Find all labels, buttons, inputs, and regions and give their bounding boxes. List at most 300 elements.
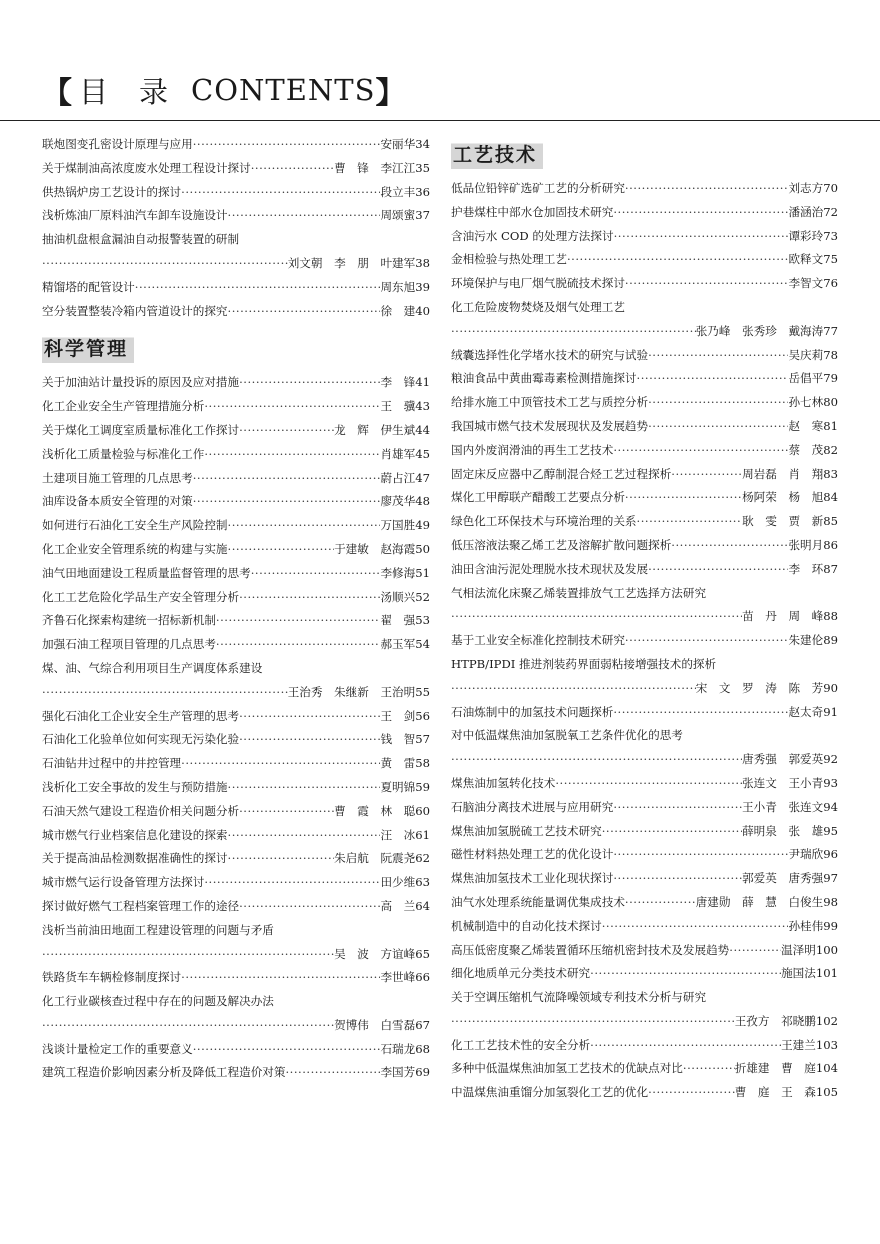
leader-dots: [637, 510, 743, 534]
entry-page: 81: [823, 418, 838, 433]
leader-dots: [239, 895, 380, 919]
toc-entry[interactable]: [42, 609, 430, 633]
toc-entry-line: [42, 204, 430, 228]
leader-dots: [637, 367, 789, 391]
leader-dots: [251, 157, 334, 181]
toc-entry[interactable]: [42, 966, 430, 990]
toc-entry-line: [42, 800, 430, 824]
leader-dots: [451, 320, 696, 344]
entry-title: 如何进行石油化工安全生产风险控制: [42, 518, 228, 533]
toc-entry-line: [451, 177, 838, 201]
leader-dots: [239, 586, 380, 610]
entry-author: 王小青 张连文: [742, 799, 824, 814]
toc-entry[interactable]: [451, 986, 838, 1034]
toc-entry[interactable]: [451, 391, 838, 415]
toc-entry-line: [451, 962, 838, 986]
toc-entry-line: [42, 824, 430, 848]
entry-author: 曹 霞 林 聪: [334, 803, 416, 818]
toc-entry[interactable]: [451, 1034, 838, 1058]
entry-page: 77: [823, 323, 838, 338]
entry-page: 48: [415, 494, 430, 509]
toc-entry[interactable]: [451, 915, 838, 939]
entry-author: 朱启航 阮震尧: [334, 851, 416, 866]
entry-page: 100: [815, 942, 838, 957]
toc-entry[interactable]: [451, 582, 838, 630]
leader-dots: [648, 415, 788, 439]
entry-page: 103: [815, 1037, 838, 1052]
toc-entry[interactable]: [42, 824, 430, 848]
entry-title: 油气水处理系统能量调优集成技术: [451, 894, 625, 909]
toc-entry-line: [451, 1057, 838, 1081]
entry-title: 石油天然气建设工程造价相关问题分析: [42, 803, 240, 818]
toc-entry-line: [42, 562, 430, 586]
entry-author: 潘涵治: [788, 204, 824, 219]
toc-entry-author-line: [451, 1010, 838, 1034]
leader-dots: [135, 276, 381, 300]
header-title-cn: 目 录: [79, 74, 170, 109]
entry-author: 苗 丹 周 峰: [742, 609, 824, 624]
entry-page: 78: [823, 347, 838, 362]
entry-title: 石油化工化验单位如何实现无污染化验: [42, 732, 240, 747]
toc-entry[interactable]: [42, 419, 430, 443]
leader-dots: [625, 486, 742, 510]
toc-entry[interactable]: [451, 344, 838, 368]
entry-author: 李 锋: [380, 375, 416, 390]
toc-entry[interactable]: [42, 800, 430, 824]
entry-author: 夏明锦: [380, 779, 416, 794]
leader-dots: [42, 252, 288, 276]
toc-entry[interactable]: [451, 510, 838, 534]
toc-entry[interactable]: [451, 820, 838, 844]
entry-page: 82: [823, 442, 838, 457]
leader-dots: [251, 562, 381, 586]
entry-author: 吴庆莉: [788, 347, 824, 362]
toc-entry-line: [451, 558, 838, 582]
entry-page: 104: [815, 1061, 838, 1076]
toc-entry[interactable]: [451, 724, 838, 772]
toc-entry[interactable]: [451, 701, 838, 725]
toc-entry[interactable]: [42, 1038, 430, 1062]
entry-author: 王孜方 祁晓鹏: [734, 1013, 816, 1028]
entry-author: 石瑞龙: [380, 1041, 416, 1056]
entry-page: 49: [415, 518, 430, 533]
entry-page: 73: [823, 228, 838, 243]
entry-title: 建筑工程造价影响因素分析及降低工程造价对策: [42, 1065, 286, 1080]
toc-entry[interactable]: [451, 891, 838, 915]
toc-entry-line: [42, 728, 430, 752]
toc-entry-author-line: [42, 1014, 430, 1038]
toc-entry[interactable]: [451, 225, 838, 249]
leader-dots: [42, 943, 334, 967]
entry-title: 关于空调压缩机气流降噪领域专利技术分析与研究: [451, 990, 707, 1005]
entry-author: 段立丰: [380, 184, 416, 199]
entry-page: 60: [415, 803, 430, 818]
entry-author: 曹 庭 王 森: [734, 1085, 816, 1100]
entry-page: 36: [415, 184, 430, 199]
toc-entry-line: [451, 463, 838, 487]
entry-author: 施国法: [781, 966, 816, 981]
leader-dots: [193, 133, 381, 157]
entry-author: 徐 建: [380, 303, 416, 318]
entry-title: 精馏塔的配管设计: [42, 279, 135, 294]
entry-title: 浅析化工安全事故的发生与预防措施: [42, 779, 228, 794]
leader-dots: [42, 1014, 334, 1038]
toc-entry[interactable]: [451, 796, 838, 820]
toc-entry[interactable]: [451, 367, 838, 391]
toc-entry[interactable]: [42, 204, 430, 228]
toc-entry[interactable]: [42, 395, 430, 419]
leader-dots: [285, 1061, 380, 1085]
toc-entry[interactable]: [42, 538, 430, 562]
toc-entry[interactable]: [451, 843, 838, 867]
leader-dots: [239, 371, 380, 395]
toc-entry[interactable]: [42, 586, 430, 610]
entry-title: 关于提高油品检测数据准确性的探讨: [42, 851, 228, 866]
entry-title: 低压溶液法聚乙烯工艺及溶解扩散问题探析: [451, 537, 672, 552]
leader-dots: [590, 962, 781, 986]
leader-dots: [181, 966, 380, 990]
entry-page: 79: [823, 371, 838, 386]
toc-entry-line: [451, 225, 838, 249]
toc-entry[interactable]: [451, 629, 838, 653]
toc-entry-line: [451, 915, 838, 939]
entry-page: 67: [415, 1017, 430, 1032]
entry-title: 环境保护与电厂烟气脱硫技术探讨: [451, 276, 625, 291]
toc-entry-title-line: [451, 724, 838, 748]
entry-author: 廖茂华: [380, 494, 416, 509]
toc-entry-title-line: [451, 582, 838, 606]
entry-page: 41: [415, 375, 430, 390]
toc-entry[interactable]: [451, 1081, 838, 1105]
entry-title: 中温煤焦油重馏分加氢裂化工艺的优化: [451, 1085, 649, 1100]
entry-page: 98: [823, 894, 838, 909]
toc-entry-line: [42, 300, 430, 324]
entry-title: 供热锅炉房工艺设计的探讨: [42, 184, 182, 199]
entry-page: 44: [415, 422, 430, 437]
entry-page: 105: [815, 1085, 838, 1100]
leader-dots: [228, 776, 381, 800]
entry-title: 我国城市燃气技术发展现状及发展趋势: [451, 418, 649, 433]
entry-page: 64: [415, 898, 430, 913]
entry-author: 蔚占江: [380, 470, 416, 485]
entry-title: 对中低温煤焦油加氢脱氧工艺条件优化的思考: [451, 728, 683, 743]
toc-entry[interactable]: [451, 177, 838, 201]
entry-page: 55: [415, 684, 430, 699]
header-title-en: CONTENTS: [191, 73, 376, 107]
entry-title: 抽油机盘根盒漏油自动报警装置的研制: [42, 232, 240, 247]
toc-entry-author-line: [42, 681, 430, 705]
toc-entry[interactable]: [42, 776, 430, 800]
toc-entry-author-line: [42, 252, 430, 276]
toc-entry[interactable]: [451, 248, 838, 272]
entry-title: 石油钻井过程中的井控管理: [42, 756, 182, 771]
toc-entry[interactable]: [451, 939, 838, 963]
toc-entry[interactable]: [42, 276, 430, 300]
entry-author: 王建兰: [781, 1037, 816, 1052]
entry-page: 53: [415, 613, 430, 628]
toc-entry-title-line: [451, 296, 838, 320]
toc-entry-author-line: [451, 605, 838, 629]
entry-page: 43: [415, 399, 430, 414]
entry-title: 化工工艺危险化学品生产安全管理分析: [42, 589, 240, 604]
entry-author: 张乃峰 张秀珍 戴海涛: [695, 323, 824, 338]
leader-dots: [451, 677, 696, 701]
leader-dots: [613, 701, 788, 725]
toc-entry[interactable]: [42, 633, 430, 657]
entry-author: 刘志方: [788, 181, 824, 195]
entry-page: 66: [415, 970, 430, 985]
toc-entry[interactable]: [42, 990, 430, 1038]
entry-author: 孙桂伟: [788, 918, 824, 933]
toc-entry-line: [42, 443, 430, 467]
leader-dots: [648, 558, 788, 582]
entry-title: 含油污水 COD 的处理方法探讨: [451, 228, 614, 243]
entry-title: 空分装置整装冷箱内管道设计的探究: [42, 303, 228, 318]
entry-title: 基于工业安全标准化控制技术研究: [451, 633, 625, 648]
leader-dots: [239, 419, 334, 443]
toc-entry[interactable]: [451, 201, 838, 225]
toc-entry[interactable]: [42, 181, 430, 205]
leader-dots: [204, 443, 380, 467]
toc-entry-line: [42, 133, 430, 157]
entry-author: 郝玉军: [380, 637, 416, 652]
entry-page: 58: [415, 756, 430, 771]
entry-author: 张连文 王小青: [742, 775, 824, 790]
toc-entry-title-line: [42, 657, 430, 681]
entry-page: 38: [415, 255, 430, 270]
entry-page: 57: [415, 732, 430, 747]
entry-title: 化工企业安全管理系统的构建与实施: [42, 541, 228, 556]
toc-entry[interactable]: [42, 490, 430, 514]
toc-group: [451, 177, 838, 1105]
entry-page: 87: [823, 561, 838, 576]
toc-entry-line: [451, 367, 838, 391]
toc-entry[interactable]: [451, 486, 838, 510]
leader-dots: [228, 514, 381, 538]
leader-dots: [193, 467, 381, 491]
entry-page: 88: [823, 609, 838, 624]
leader-dots: [228, 300, 381, 324]
toc-entry[interactable]: [42, 1061, 430, 1085]
leader-dots: [613, 843, 788, 867]
entry-page: 70: [823, 181, 838, 195]
leader-dots: [602, 820, 742, 844]
entry-author: 黄 雷: [380, 756, 416, 771]
toc-entry[interactable]: [42, 752, 430, 776]
entry-author: 尹瑞欣: [788, 847, 824, 862]
entry-page: 95: [823, 823, 838, 838]
entry-author: 刘文朝 李 朋 叶建军: [287, 255, 416, 270]
entry-page: 83: [823, 466, 838, 481]
entry-author: 杨阿荣 杨 旭: [742, 490, 824, 505]
toc-entry-line: [42, 395, 430, 419]
entry-page: 94: [823, 799, 838, 814]
toc-entry-line: [451, 939, 838, 963]
leader-dots: [648, 391, 788, 415]
toc-entry-line: [42, 609, 430, 633]
toc-entry[interactable]: [42, 871, 430, 895]
toc-entry[interactable]: [451, 1057, 838, 1081]
leader-dots: [228, 824, 381, 848]
toc-entry[interactable]: [451, 415, 838, 439]
toc-entry[interactable]: [451, 463, 838, 487]
entry-page: 80: [823, 395, 838, 410]
section-title: 科学管理: [42, 331, 134, 363]
entry-page: 85: [823, 514, 838, 529]
entry-page: 47: [415, 470, 430, 485]
toc-entry[interactable]: [451, 272, 838, 296]
leader-dots: [648, 344, 788, 368]
entry-author: 谭彩玲: [788, 228, 824, 243]
entry-author: 安丽华: [380, 137, 416, 151]
entry-title: 油气田地面建设工程质量监督管理的思考: [42, 565, 251, 580]
toc-entry-line: [42, 776, 430, 800]
toc-entry[interactable]: [42, 847, 430, 871]
entry-title: 铁路货车车辆检修制度探讨: [42, 970, 182, 985]
entry-page: 56: [415, 708, 430, 723]
toc-entry-title-line: [451, 653, 838, 677]
section-heading: [42, 323, 430, 371]
entry-page: 101: [815, 966, 838, 981]
entry-page: 93: [823, 775, 838, 790]
entry-page: 50: [415, 541, 430, 556]
leader-dots: [567, 248, 788, 272]
toc-entry[interactable]: [42, 705, 430, 729]
entry-author: 肖雄军: [380, 446, 416, 461]
toc-entry-title-line: [42, 990, 430, 1014]
entry-title: 浅析当前油田地面工程建设管理的问题与矛盾: [42, 922, 274, 937]
toc-entry[interactable]: [451, 534, 838, 558]
header-rule: [0, 120, 880, 121]
toc-entry-line: [451, 1081, 838, 1105]
toc-entry[interactable]: [42, 919, 430, 967]
toc-entry[interactable]: [42, 228, 430, 276]
entry-title: 给排水施工中顶管技术工艺与质控分析: [451, 395, 649, 410]
leader-dots: [451, 748, 742, 772]
toc-entry[interactable]: [42, 562, 430, 586]
toc-entry[interactable]: [451, 296, 838, 344]
entry-page: 102: [815, 1013, 838, 1028]
leader-dots: [625, 177, 789, 201]
toc-entry[interactable]: [42, 467, 430, 491]
entry-title: 粮油食品中黄曲霉毒素检测措施探讨: [451, 371, 637, 386]
toc-entry-line: [451, 510, 838, 534]
leader-dots: [590, 1034, 781, 1058]
entry-title: 关于煤制油高浓度废水处理工程设计探讨: [42, 160, 251, 175]
entry-author: 张明月: [788, 537, 824, 552]
toc-entry-line: [42, 181, 430, 205]
entry-author: 欧释文: [788, 252, 824, 267]
entry-page: 90: [823, 680, 838, 695]
toc-entry[interactable]: [42, 371, 430, 395]
leader-dots: [239, 800, 334, 824]
toc-entry[interactable]: [451, 653, 838, 701]
toc-entry[interactable]: [42, 728, 430, 752]
entry-page: 69: [415, 1065, 430, 1080]
toc-entry-line: [451, 272, 838, 296]
leader-dots: [671, 463, 742, 487]
toc-entry-line: [42, 371, 430, 395]
entry-author: 赵 寒: [788, 418, 824, 433]
entry-title: 石脑油分离技术进展与应用研究: [451, 799, 614, 814]
toc-entry[interactable]: [42, 657, 430, 705]
toc-entry-title-line: [451, 986, 838, 1010]
entry-page: 40: [415, 303, 430, 318]
entry-page: 96: [823, 847, 838, 862]
toc-entry-line: [451, 534, 838, 558]
toc-entry-line: [451, 248, 838, 272]
toc-entry-line: [42, 490, 430, 514]
toc-entry-line: [451, 391, 838, 415]
entry-title: 强化石油化工企业安全生产管理的思考: [42, 708, 240, 723]
entry-page: 89: [823, 633, 838, 648]
entry-author: 田少维: [380, 875, 416, 890]
toc-entry-line: [42, 752, 430, 776]
contents-header: [42, 70, 406, 110]
leader-dots: [451, 1010, 735, 1034]
section-heading: [451, 133, 838, 173]
entry-title: 煤焦油加氢技术工业化现状探讨: [451, 871, 614, 886]
entry-author: 李世峰: [380, 970, 416, 985]
entry-title: 煤焦油加氢转化技术: [451, 775, 556, 790]
entry-author: 唐建勋 薛 慧 白俊生: [695, 894, 824, 909]
toc-entry[interactable]: [451, 439, 838, 463]
toc-entry-line: [451, 486, 838, 510]
entry-title: 化工行业碳核查过程中存在的问题及解决办法: [42, 994, 274, 1009]
entry-page: 92: [823, 752, 838, 767]
toc-entry[interactable]: [42, 300, 430, 324]
leader-dots: [555, 772, 742, 796]
leader-dots: [648, 1081, 735, 1105]
toc-entry[interactable]: [42, 157, 430, 181]
entry-author: 龙 辉 伊生斌: [334, 422, 416, 437]
entry-title: 多种中低温煤焦油加氢工艺技术的优缺点对比: [451, 1061, 683, 1076]
leader-dots: [625, 891, 696, 915]
entry-author: 钱 智: [380, 732, 416, 747]
header-right-bracket: 】: [375, 76, 407, 111]
entry-page: 76: [823, 276, 838, 291]
toc-entry-line: [42, 1038, 430, 1062]
entry-title: 机械制造中的自动化技术探讨: [451, 918, 602, 933]
entry-title: 煤焦油加氢脱硫工艺技术研究: [451, 823, 602, 838]
toc-entry[interactable]: [451, 558, 838, 582]
entry-title: 联炮图变孔密设计原理与应用: [42, 137, 193, 151]
toc-entry[interactable]: [42, 443, 430, 467]
toc-entry[interactable]: [451, 867, 838, 891]
toc-entry-line: [451, 415, 838, 439]
toc-entry[interactable]: [42, 133, 430, 157]
toc-entry[interactable]: [451, 772, 838, 796]
entry-page: 39: [415, 279, 430, 294]
leader-dots: [42, 681, 288, 705]
leader-dots: [204, 395, 380, 419]
entry-title: 低品位铅锌矿选矿工艺的分析研究: [451, 181, 625, 195]
entry-title: 护巷煤柱中部水仓加固技术研究: [451, 204, 614, 219]
toc-entry-line: [451, 629, 838, 653]
entry-page: 65: [415, 946, 430, 961]
toc-entry[interactable]: [42, 895, 430, 919]
toc-entry-line: [451, 891, 838, 915]
toc-entry[interactable]: [451, 962, 838, 986]
entry-author: 吴 波 方谊峰: [334, 946, 416, 961]
entry-author: 翟 强: [380, 613, 416, 628]
entry-author: 赵太奇: [788, 704, 824, 719]
entry-author: 唐秀强 郭爱英: [742, 752, 824, 767]
entry-author: 曹 锋 李江江: [334, 160, 416, 175]
entry-title: 金相检验与热处理工艺: [451, 252, 567, 267]
leader-dots: [204, 871, 380, 895]
toc-entry[interactable]: [42, 514, 430, 538]
